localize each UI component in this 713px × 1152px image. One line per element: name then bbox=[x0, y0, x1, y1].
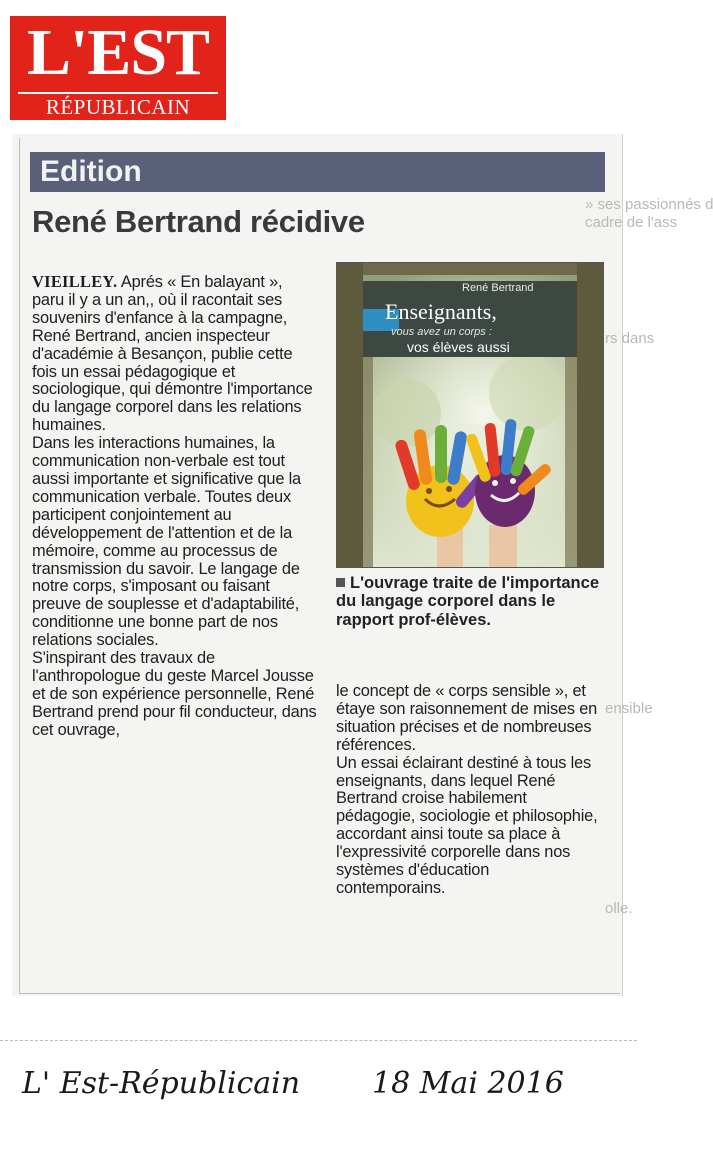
masthead-title: L'EST bbox=[26, 16, 210, 89]
article-column-left bbox=[32, 273, 318, 740]
article-headline: René Bertrand récidive bbox=[32, 204, 365, 239]
article-paragraph bbox=[32, 273, 318, 435]
book-title-line3: vos élèves aussi bbox=[407, 339, 510, 355]
section-banner bbox=[30, 152, 605, 192]
article-column-right bbox=[336, 683, 602, 898]
book-cover-photo bbox=[336, 262, 604, 568]
bleed-through-text: ensible bbox=[605, 700, 653, 717]
handwritten-separator bbox=[0, 1040, 637, 1042]
handwritten-source: L' Est-Républicain bbox=[22, 1066, 301, 1101]
masthead-subtitle: RÉPUBLICAIN bbox=[45, 95, 191, 119]
book-title-line1: Enseignants, bbox=[385, 299, 497, 324]
photo-caption bbox=[336, 574, 602, 629]
photo-caption-text: L'ouvrage traite de l'importance du langage corporel dans le rapport prof-élèves. bbox=[336, 574, 599, 629]
bleed-through-text: rs dans bbox=[605, 330, 655, 347]
article-paragraph: Dans les interactions humaines, la communication non-verbale est tout aussi importante et significative que la communication verbale. Toutes deux participent conjointement au développement de l'attention et de la mémoire, comme au processus de transmission du savoir. Le langage de notre corps, s'imposant ou faisant preuve de souplesse et d'adaptabilité, conditionne une bonne part de nos relations sociales. bbox=[32, 434, 301, 650]
masthead-rule bbox=[18, 92, 218, 94]
masthead-logo bbox=[10, 16, 226, 120]
book-cover-illustration bbox=[337, 263, 603, 567]
article-paragraph-text: Aprés « En balayant », paru il y a un an,, où il racontait ses souvenirs d'enfance à la campagne, René Bertrand, ancien inspecteur d'académie à Besançon, publie cette fois un essai pédagogique et sociologique, qui démontre l'importance du langage corporel dans les relations humaines. bbox=[32, 273, 313, 435]
article-paragraph: Un essai éclairant destiné à tous les enseignants, dans lequel René Bertrand croise habilement pédagogie, sociologie et philosophie, accordant ainsi toute sa place à l'expressivité corporelle dans nos systèmes d'éducation contemporains. bbox=[336, 753, 598, 897]
caption-bullet-icon bbox=[336, 578, 345, 587]
article-dateline: VIEILLEY. bbox=[32, 272, 118, 291]
bleed-through-text: cadre de l'ass bbox=[585, 214, 678, 231]
article-paragraph: S'inspirant des travaux de l'anthropologue du geste Marcel Jousse et de son expérience personnelle, René Bertrand prend pour fil conducteur, dans cet ouvrage, bbox=[32, 649, 317, 739]
section-label: Edition bbox=[40, 155, 142, 188]
handwritten-date: 18 Mai 2016 bbox=[372, 1066, 564, 1101]
bleed-through-text: » ses passionnés d bbox=[585, 196, 713, 213]
book-title-line2: vous avez un corps : bbox=[391, 326, 492, 338]
book-author: René Bertrand bbox=[462, 282, 534, 294]
article-paragraph: le concept de « corps sensible », et étaye son raisonnement de mises en situation précises et de nombreuses références. bbox=[336, 682, 598, 754]
bleed-through-text: olle. bbox=[605, 900, 633, 917]
